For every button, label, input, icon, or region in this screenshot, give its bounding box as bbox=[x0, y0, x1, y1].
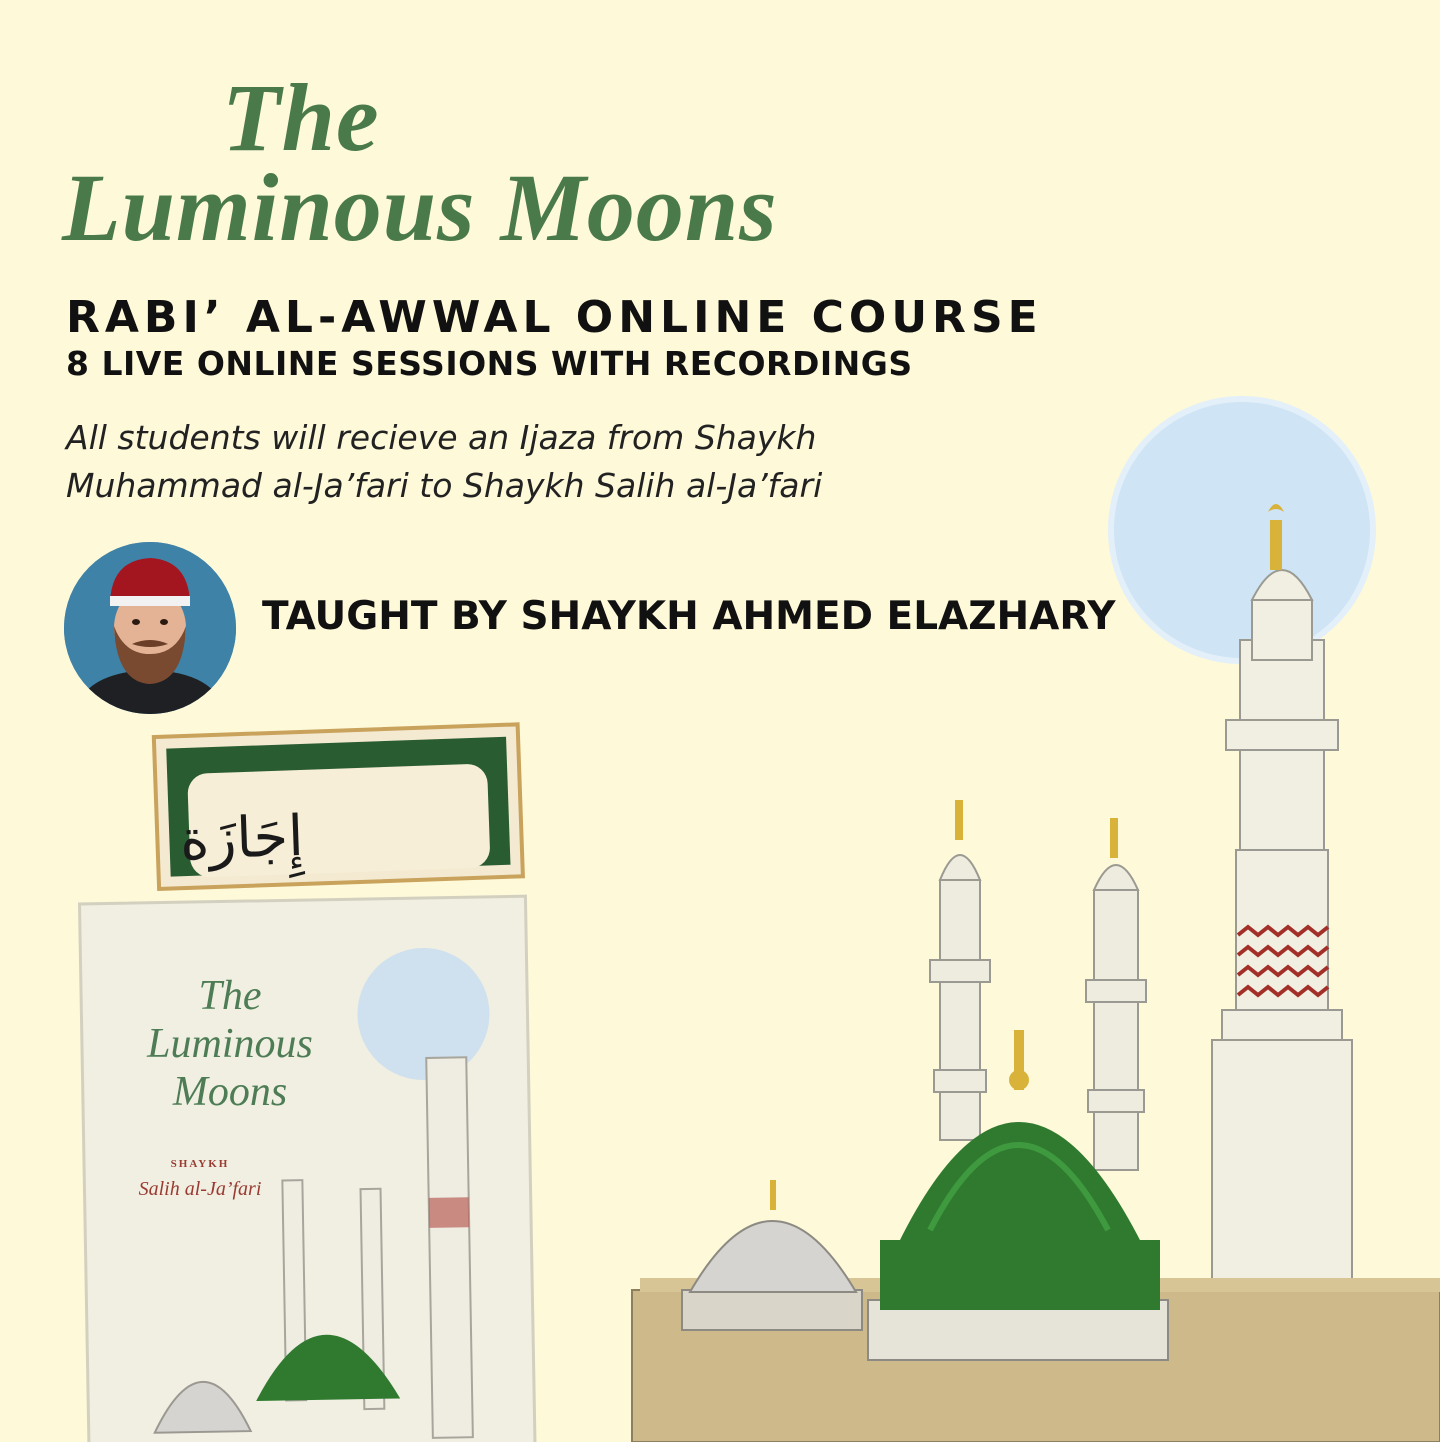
silver-dome bbox=[682, 1180, 862, 1330]
minaret-right bbox=[1212, 570, 1352, 1340]
minaret-mid-left bbox=[930, 855, 990, 1140]
minaret-mid-right bbox=[1086, 865, 1146, 1170]
book-author: Salih al-Ja’fari bbox=[138, 1178, 262, 1200]
book-title-line-3: Moons bbox=[172, 1069, 288, 1115]
ijaza-note-line-1: All students will recieve an Ijaza from Shaykh bbox=[66, 418, 817, 457]
book-title-line-2: Luminous bbox=[147, 1021, 313, 1067]
ijaza-note-line-2: Muhammad al-Ja’fari to Shaykh Salih al-Ja’fari bbox=[66, 466, 823, 505]
book-author-label: SHAYKH bbox=[170, 1158, 230, 1170]
book-title bbox=[120, 972, 340, 1116]
teacher-name: TAUGHT BY SHAYKH AHMED ELAZHARY bbox=[262, 594, 1116, 639]
page-title-line-1: The bbox=[222, 64, 380, 171]
course-headline: RABI’ AL-AWWAL ONLINE COURSE bbox=[66, 292, 1043, 343]
course-subhead: 8 LIVE ONLINE SESSIONS WITH RECORDINGS bbox=[66, 344, 913, 383]
book-title-line-1: The bbox=[198, 973, 262, 1019]
ijaza-arabic-word: إِجَازَة bbox=[178, 803, 305, 874]
page-title-line-2: Luminous Moons bbox=[62, 154, 778, 261]
